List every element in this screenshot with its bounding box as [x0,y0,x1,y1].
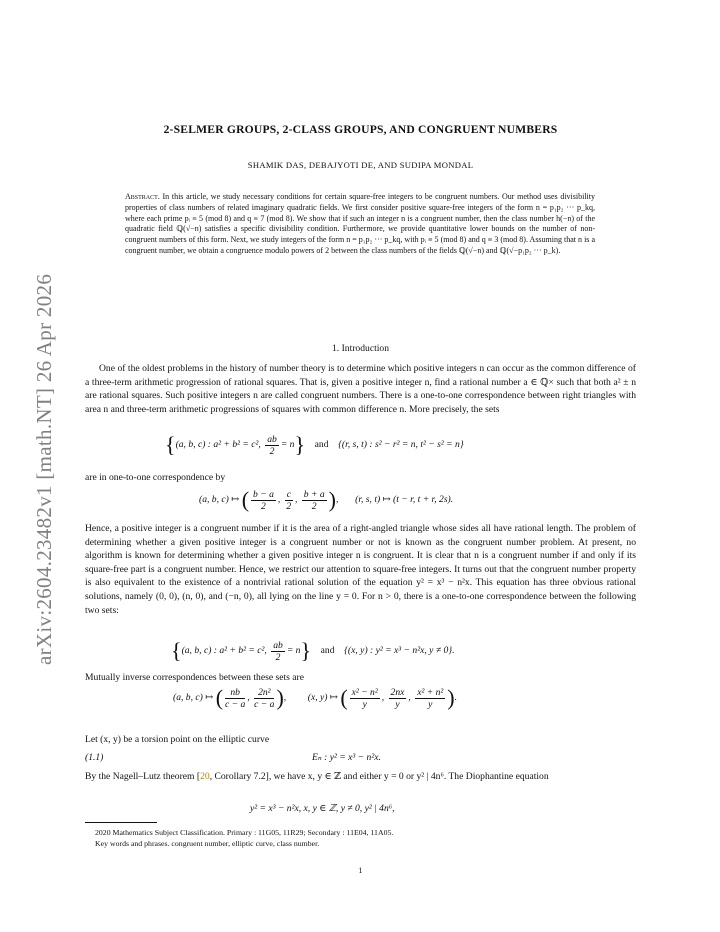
section-heading: 1. Introduction [331,343,390,354]
footnote-msc: 2020 Mathematics Subject Classification. Primary : 11G05, 11R29; Secondary : 11E04, 11A05. [95,828,394,837]
paragraph-5: Let (x, y) be a torsion point on the elliptic curve [85,734,270,745]
footnote-keywords: Key words and phrases. congruent number, elliptic curve, class number. [95,839,320,848]
paragraph-2: are in one-to-one correspondence by [85,472,226,483]
citation-link[interactable]: 20 [200,771,210,782]
eq2-left: (a, b, c) ↦ [199,494,240,506]
eq1-left: (a, b, c) : a² + b² = c², [175,439,261,451]
paragraph-3: Hence, a positive integer is a congruent number if it is the area of a right-angled triangle whose sides all have rational length. The problem of determining whether a given positive integer is a congruent number or not is known as the congruent number problem. At present, no algorithm is known for determining whether a given positive integer n is congruent. It is clear that n is a congruent number if and only if its square-free part is a congruent number. Hence, we restrict our attention to square-free integers. It turns out that the congruent number property is also equivalent to the existence of a nontrivial rational solution of the equation y² = x³ − n²x. This equation has three obvious rational solutions, namely (0, 0), (n, 0), and (−n, 0), all lying on the line y = 0. For n > 0, there is a one-to-one correspondence between the following two sets: [85,523,636,616]
equation-elliptic-curve: Eₙ : y² = x³ − n²x. [312,752,381,763]
equation-diophantine: y² = x³ − n²x, x, y ∈ ℤ, y ≠ 0, y² | 4n⁶, [250,803,395,814]
para6-after: , Corollary 7.2], we have x, y ∈ ℤ and either y = 0 or y² | 4n⁶. The Diophantine equation [209,771,549,782]
eq4-right: (x, y) ↦ [307,692,338,704]
eq3-right: {(x, y) : y² = x³ − n²x, y ≠ 0}. [344,645,455,657]
abstract [125,192,595,257]
eq3-and: and [320,645,335,657]
paragraph-6 [85,770,636,784]
page-number: 1 [358,866,363,875]
eq1-right: {(r, s, t) : s² − r² = n, t² − s² = n} [338,439,464,451]
paragraph-1: One of the oldest problems in the history of number theory is to determine which positive integers n can occur as the common difference of a three-term arithmetic progression of rational squares. That is, given a positive integer n, find a rational number a ∈ ℚ× such that both a² ± n are rational squares. Such positive integers n are called congruent numbers. There is a one-to-one correspondence between right triangles with area n and three-term arithmetic progressions of squares with common difference n. More precisely, the sets [85,363,636,415]
eq2-right: (r, s, t) ↦ (t − r, t + r, 2s). [355,494,454,506]
eq1-and: and [314,439,329,451]
footnote-rule [85,822,157,823]
para6-before: By the Nagell–Lutz theorem [ [85,771,201,782]
equation-inverse-maps: (a, b, c) ↦ ( $\frac{nb}{c - a}$ , $\frac{\text{2n²}}{c - a}$ ), (x, y) ↦ ( $\frac{\text{x² − n²}}{y}$ , $\frac{2nx}{y}$ , $\frac{\text{x² + n²}}{y}$ ). [173,685,458,710]
paper-authors: SHAMIK DAS, DEBAJYOTI DE, AND SUDIPA MONDAL [247,160,474,170]
equation-bijection: (a, b, c) ↦ ( $\frac{b - a}{2}$ , $\frac{c}{2}$ , $\frac{b + a}{2}$ ), (r, s, t) ↦ (t − r, t + r, 2s). [199,487,454,512]
equation-label: (1.1) [85,752,104,763]
abstract-label: Abstract. [125,192,160,201]
paragraph-4: Mutually inverse correspondences between these sets are [85,672,304,683]
arxiv-sidebar [12,245,56,665]
eq3-left: (a, b, c) : a² + b² = c², [181,645,267,657]
arxiv-identifier: arXiv:2604.23482v1 [math.NT] 26 Apr 2026 [32,273,56,665]
abstract-text: In this article, we study necessary conditions for certain square-free integers to be congruent numbers. Our method uses divisibility properties of class numbers of related imaginary quadratic fields. We first consider positive square-free integers of the form n = p₁p₂ ··· p_kq, where each prime pᵢ ≡ 5 (mod 8) and q ≡ 7 (mod 8). We show that if such an integer n is a congruent number, then the class number h(−n) of the quadratic field ℚ(√−n) satisfies a specific divisibility condition. Furthermore, we provide quantitative lower bounds on the number of non-congruent numbers of this form. Next, we study integers of the form n = p₁p₂ ··· p_kq, with pᵢ ≡ 5 (mod 8) and q ≡ 3 (mod 8). Assuming that n is a congruent number, we obtain a congruence modulo powers of 2 between the class numbers of the fields ℚ(√−n) and ℚ(√−p₁p₂ ··· p_k). [125,192,595,255]
paper-title: 2-SELMER GROUPS, 2-CLASS GROUPS, AND CONGRUENT NUMBERS [163,123,558,136]
eq4-left: (a, b, c) ↦ [173,692,214,704]
equation-sets-1: {(a, b, c) : a² + b² = c², $\frac{ab}{2}$ = n} and {(r, s, t) : s² − r² = n, t² − s² = n} [165,432,464,457]
equation-sets-2: {(a, b, c) : a² + b² = c², $\frac{ab}{2}$ = n} and {(x, y) : y² = x³ − n²x, y ≠ 0}. [171,638,455,663]
